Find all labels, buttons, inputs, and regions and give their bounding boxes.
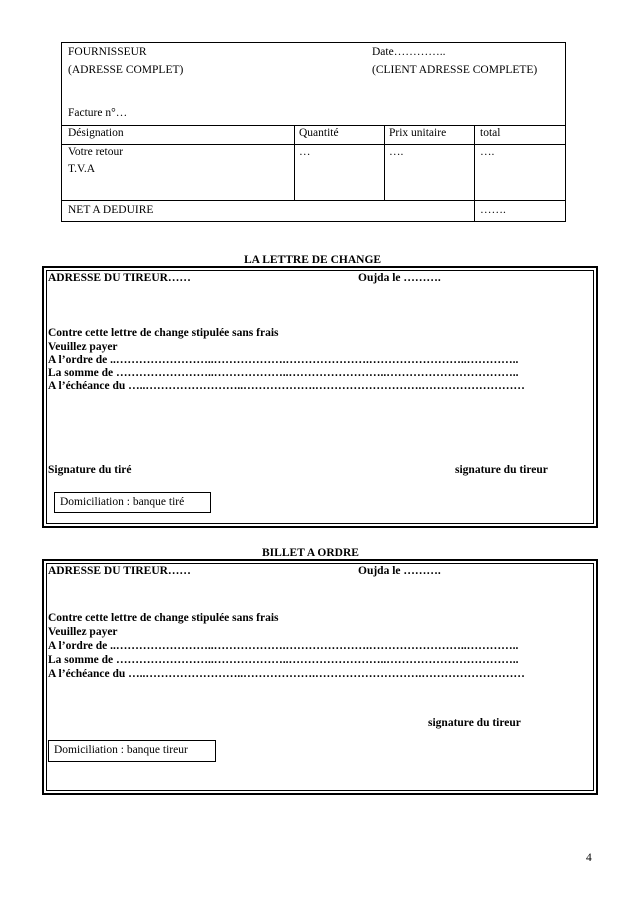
drawer-address: ADRESSE DU TIREUR…… — [48, 565, 191, 577]
order-line: A l’ordre de ..……………………..……………….………………….……………………..………….. — [48, 640, 519, 652]
clause-line: Veuillez payer — [48, 341, 118, 353]
invoice-divider — [62, 200, 565, 201]
net-label: NET A DEDUIRE — [68, 204, 154, 216]
domiciliation-box — [54, 492, 211, 513]
amount-line: La somme de ……………………..………………..……………………..…………………………….. — [48, 654, 519, 666]
amount-line: La somme de ……………………..………………..……………………..…………………………….. — [48, 367, 519, 379]
supplier-label: FOURNISSEUR — [68, 46, 147, 58]
row-total: …. — [480, 146, 495, 158]
due-date-line: A l’échéance du …..……………………..……………….……………………….……………………… — [48, 668, 525, 680]
net-value: ……. — [480, 204, 506, 216]
page-number: 4 — [586, 852, 592, 864]
domiciliation-label: Domiciliation : banque tiré — [60, 496, 185, 508]
lettre-frame-inner — [46, 270, 594, 524]
row-unit-price: …. — [389, 146, 404, 158]
invoice-divider — [62, 144, 565, 145]
column-header-quantity: Quantité — [299, 127, 339, 139]
column-header-unit-price: Prix unitaire — [389, 127, 447, 139]
domiciliation-label: Domiciliation : banque tireur — [54, 744, 188, 756]
place-date: Oujda le ………. — [358, 565, 441, 577]
due-date-line: A l’échéance du …..……………………..……………….……………………….……………………… — [48, 380, 525, 392]
client-address: (CLIENT ADRESSE COMPLETE) — [372, 64, 538, 76]
row-quantity: … — [299, 146, 311, 158]
column-header-total: total — [480, 127, 501, 139]
place-date: Oujda le ………. — [358, 272, 441, 284]
clause-line: Veuillez payer — [48, 626, 118, 638]
invoice-col-divider — [384, 125, 385, 200]
column-header-designation: Désignation — [68, 127, 124, 139]
row-designation: T.V.A — [68, 163, 96, 175]
row-designation: Votre retour — [68, 146, 124, 158]
invoice-divider — [62, 125, 565, 126]
invoice-col-divider — [294, 125, 295, 200]
billet-title: BILLET A ORDRE — [262, 547, 359, 559]
supplier-address: (ADRESSE COMPLET) — [68, 64, 184, 76]
invoice-date: Date………….. — [372, 46, 446, 58]
order-line: A l’ordre de ..……………………..……………….………………….……………………..………….. — [48, 354, 519, 366]
drawer-signature: signature du tireur — [455, 464, 548, 476]
drawee-signature: Signature du tiré — [48, 464, 132, 476]
drawer-address: ADRESSE DU TIREUR…… — [48, 272, 191, 284]
lettre-title: LA LETTRE DE CHANGE — [244, 254, 382, 266]
drawer-signature: signature du tireur — [428, 717, 521, 729]
clause-line: Contre cette lettre de change stipulée sans frais — [48, 612, 279, 624]
invoice-col-divider — [474, 125, 475, 222]
domiciliation-box — [48, 740, 216, 762]
clause-line: Contre cette lettre de change stipulée sans frais — [48, 327, 279, 339]
invoice-number: Facture n°… — [68, 107, 128, 119]
